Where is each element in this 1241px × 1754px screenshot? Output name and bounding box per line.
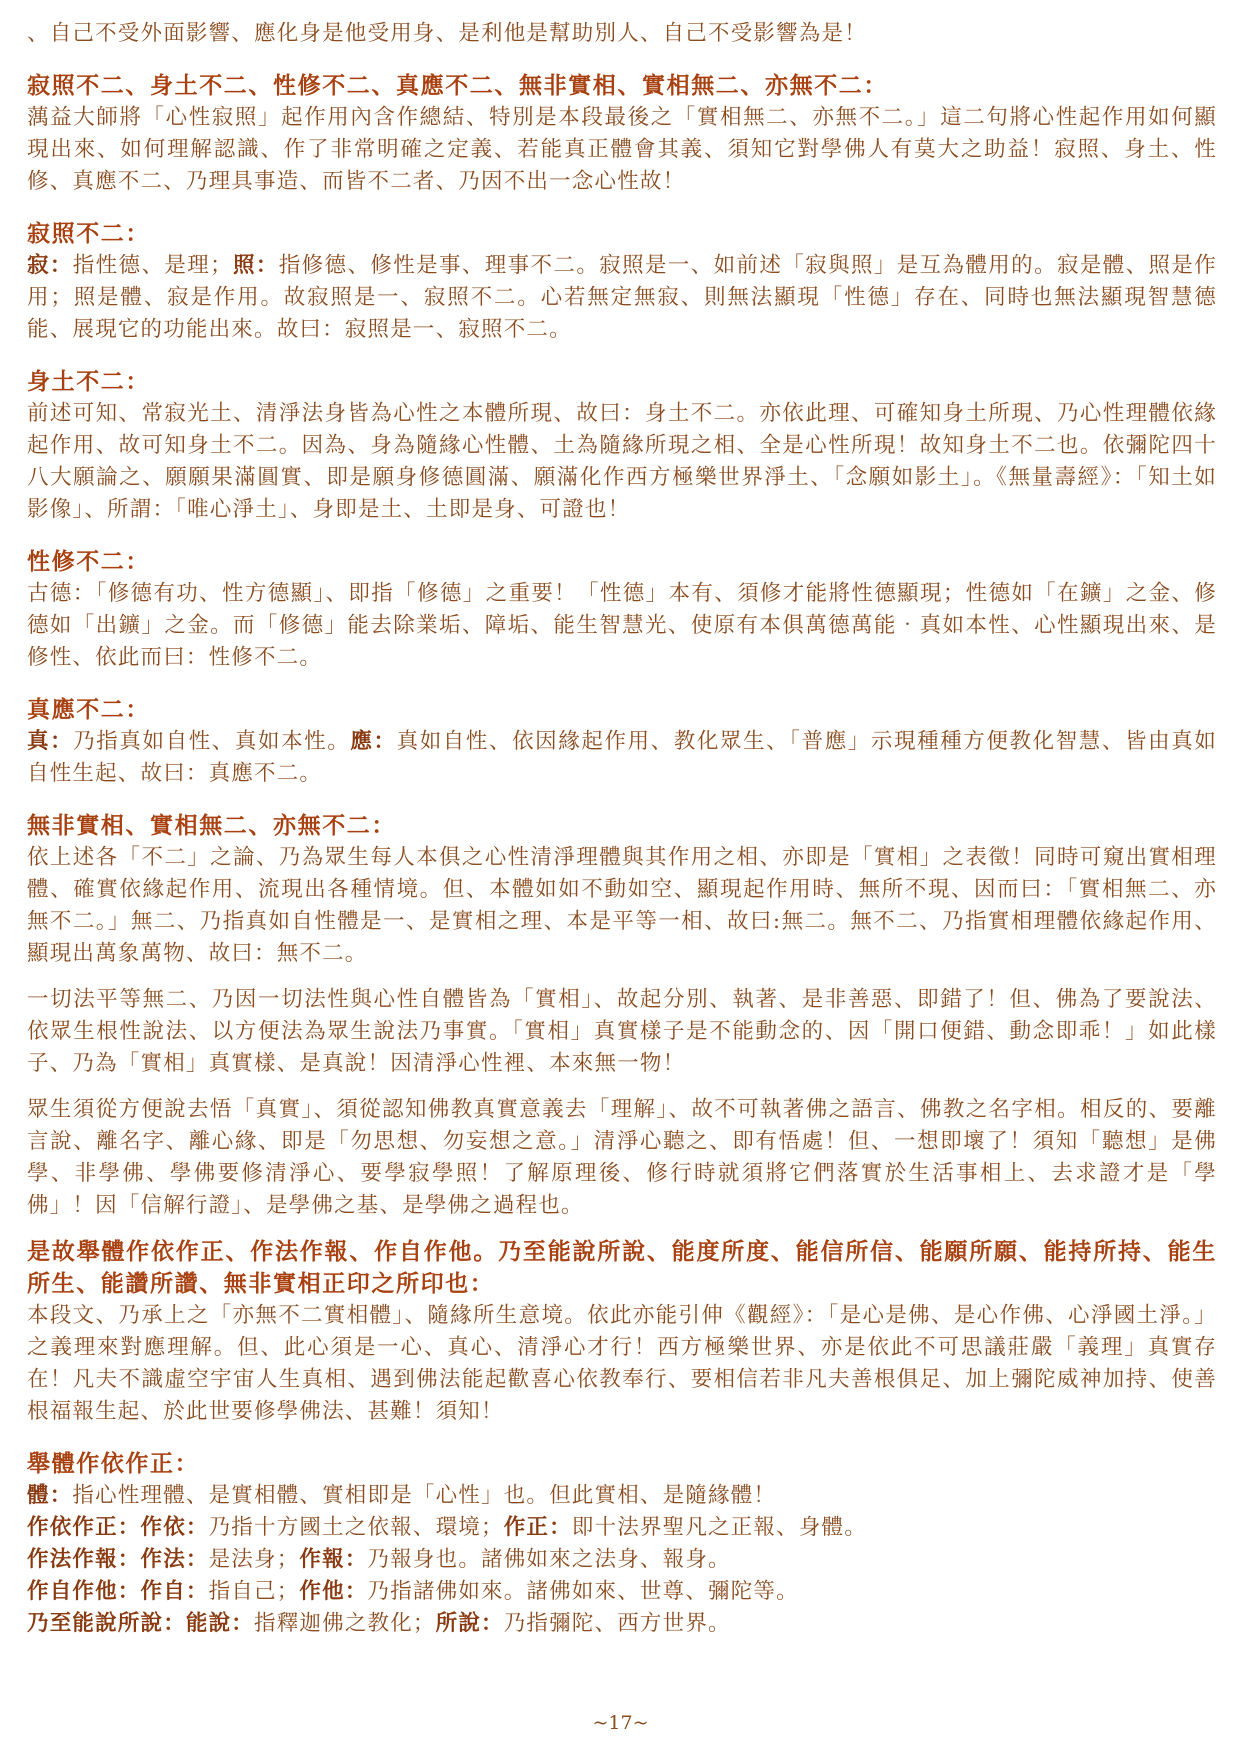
section-heading-xingxiu: 性修不二： (27, 548, 150, 575)
term-zuozheng: 作正： (503, 1515, 572, 1540)
section-heading-shentu: 身土不二： (27, 368, 150, 395)
term-zhen: 真： (27, 729, 74, 754)
paragraph-guanjing: 本段文、乃承上之「亦無不二實相體」、隨緣所生意境。依此亦能引伸《觀經》：「是心是佛、是心作佛、心淨國土淨。」之義理來對應理解。但、此心須是一心、真心、清淨心才行！西方極樂世界、亦是依此不可思議莊嚴「義理」真實存在！凡夫不識虛空宇宙人生真相、遇到佛法能起歡喜心依教奉行、要相信若非凡夫善根俱足、加上彌陀威神加持、使善根福報生起、於此世要修學佛法、甚難！須知！ (27, 1303, 1217, 1424)
paragraph-jizhao (27, 250, 1217, 346)
text-span: 即十法界聖凡之正報、身體。 (571, 1515, 867, 1540)
term-zuoyi: 作依作正：作依： (27, 1515, 209, 1540)
paragraph-overview: 蕅益大師將「心性寂照」起作用內含作總結、特別是本段最後之「實相無二、亦無不二。」這二句將心性起作用如何顯現出來、如何理解認識、作了非常明確之定義、若能真正體會其義、須知它對學佛人有莫大之助益！寂照、身土、性修、真應不二、乃理具事造、而皆不二者、乃因不出一念心性故！ (27, 105, 1217, 194)
term-suoshuo: 所說： (435, 1611, 504, 1636)
paragraph-xingxiu: 古德：「修德有功、性方德顯」、即指「修德」之重要！「性德」本有、須修才能將性德顯現；性德如「在鑛」之金、修德如「出鑛」之金。而「修德」能去除業垢、障垢、能生智慧光、使原有本俱萬德萬能‧真如本性、心性顯現出來、是修性、依此而曰：性修不二。 (27, 581, 1217, 670)
definition-line-nengshuo (27, 1608, 1217, 1640)
section-heading-juti: 舉體作依作正： (27, 1450, 200, 1477)
paragraph-shixiang: 依上述各「不二」之論、乃為眾生每人本俱之心性清淨理體與其作用之相、亦即是「實相」之表徵！同時可窺出實相理體、確實依緣起作用、流現出各種情境。但、本體如如不動如空、顯現起作用時、無所不現、因而曰：「實相無二、亦無不二。」無二、乃指真如自性體是一、是實相之理、本是平等一相、故曰:無二。無不二、乃指實相理體依緣起作用、顯現出萬象萬物、故曰：無不二。 (27, 845, 1217, 966)
term-ji: 寂： (27, 253, 73, 278)
term-nengshuo: 乃至能說所說：能說： (27, 1611, 255, 1636)
section-heading-jut: 是故舉體作依作正、作法作報、作自作他。乃至能說所說、能度所度、能信所信、能願所願、能持所持、能生所生、能讚所讚、無非實相正印之所印也： (27, 1238, 1217, 1297)
term-ying: 應： (350, 729, 397, 754)
term-zuofa: 作法作報：作法： (27, 1547, 209, 1572)
term-zuota: 作他： (299, 1579, 368, 1604)
section-heading-shixiang: 無非實相、實相無二、亦無不二： (27, 812, 396, 839)
page-number: ~17~ (592, 1712, 649, 1734)
definition-line-zita (27, 1576, 1217, 1608)
text-span: 乃指彌陀、西方世界。 (503, 1611, 731, 1636)
text-span: 真如自性、依因緣起作用、教化眾生、「普應」示現種種方便教化智慧、皆由真如自性生起、故曰：真應不二。 (27, 729, 1217, 786)
paragraph-pingdeng: 一切法平等無二、乃因一切法性與心性自體皆為「實相」、故起分別、執著、是非善惡、即錯了！但、佛為了要說法、依眾生根性說法、以方便法為眾生說法乃事實。「實相」真實樣子是不能動念的、因「開口便錯、動念即乖！」如此樣子、乃為「實相」真實樣、是真說！因清淨心性裡、本來無一物！ (27, 987, 1217, 1076)
section-heading-zhenying: 真應不二： (27, 696, 150, 723)
text-span: 指釋迦佛之教化； (254, 1611, 436, 1636)
definition-line-yizheng (27, 1512, 1217, 1544)
term-zuozi: 作自作他：作自： (27, 1579, 209, 1604)
paragraph-fangbian: 眾生須從方便說去悟「真實」、須從認知佛教真實意義去「理解」、故不可執著佛之語言、佛教之名字相。相反的、要離言說、離名字、離心緣、即是「勿思想、勿妄想之意。」清淨心聽之、即有悟處！但、一想即壞了！須知「聽想」是佛學、非學佛、學佛要修清淨心、要學寂學照！了解原理後、修行時就須將它們落實於生活事相上、去求證才是「學佛」！因「信解行證」、是學佛之基、是學佛之過程也。 (27, 1097, 1217, 1218)
definition-line-fabao (27, 1544, 1217, 1576)
intro-paragraph: 、自己不受外面影響、應化身是他受用身、是利他是幫助別人、自己不受影響為是！ (27, 21, 867, 46)
term-ti: 體： (27, 1483, 73, 1508)
term-zuobao: 作報： (299, 1547, 368, 1572)
paragraph-shentu: 前述可知、常寂光土、清淨法身皆為心性之本體所現、故曰：身土不二。亦依此理、可確知身土所現、乃心性理體依緣起作用、故可知身土不二。因為、身為隨緣心性體、土為隨緣所現之相、全是心性所現！故知身土不二也。依彌陀四十八大願論之、願願果滿圓實、即是願身修德圓滿、願滿化作西方極樂世界淨土、「念願如影土」。《無量壽經》：「知土如影像」、所謂：「唯心淨土」、身即是土、土即是身、可證也！ (27, 401, 1217, 522)
text-span: 乃指真如自性、真如本性。 (73, 729, 351, 754)
text-span: 乃報身也。諸佛如來之法身、報身。 (367, 1547, 731, 1572)
section-heading-overview: 寂照不二、身土不二、性修不二、真應不二、無非實相、實相無二、亦無不二： (27, 72, 888, 99)
text-span: 乃指十方國土之依報、環境； (208, 1515, 504, 1540)
term-zhao: 照： (232, 253, 279, 278)
text-span: 是法身； (208, 1547, 300, 1572)
definition-line-ti (27, 1480, 1217, 1512)
text-span: 指心性理體、是實相體、實相即是「心性」也。但此實相、是隨緣體！ (72, 1483, 777, 1508)
text-span: 指自己； (208, 1579, 300, 1604)
document-page (27, 18, 1217, 1640)
paragraph-zhenying (27, 726, 1217, 790)
section-heading-jizhao: 寂照不二： (27, 220, 150, 247)
text-span: 指性德、是理； (72, 253, 233, 278)
text-span: 指修德、修性是事、理事不二。寂照是一、如前述「寂與照」是互為體用的。寂是體、照是作用；照是體、寂是作用。故寂照是一、寂照不二。心若無定無寂、則無法顯現「性德」存在、同時也無法顯現智慧德能、展現它的功能出來。故曰：寂照是一、寂照不二。 (27, 253, 1217, 342)
text-span: 乃指諸佛如來。諸佛如來、世尊、彌陀等。 (367, 1579, 799, 1604)
